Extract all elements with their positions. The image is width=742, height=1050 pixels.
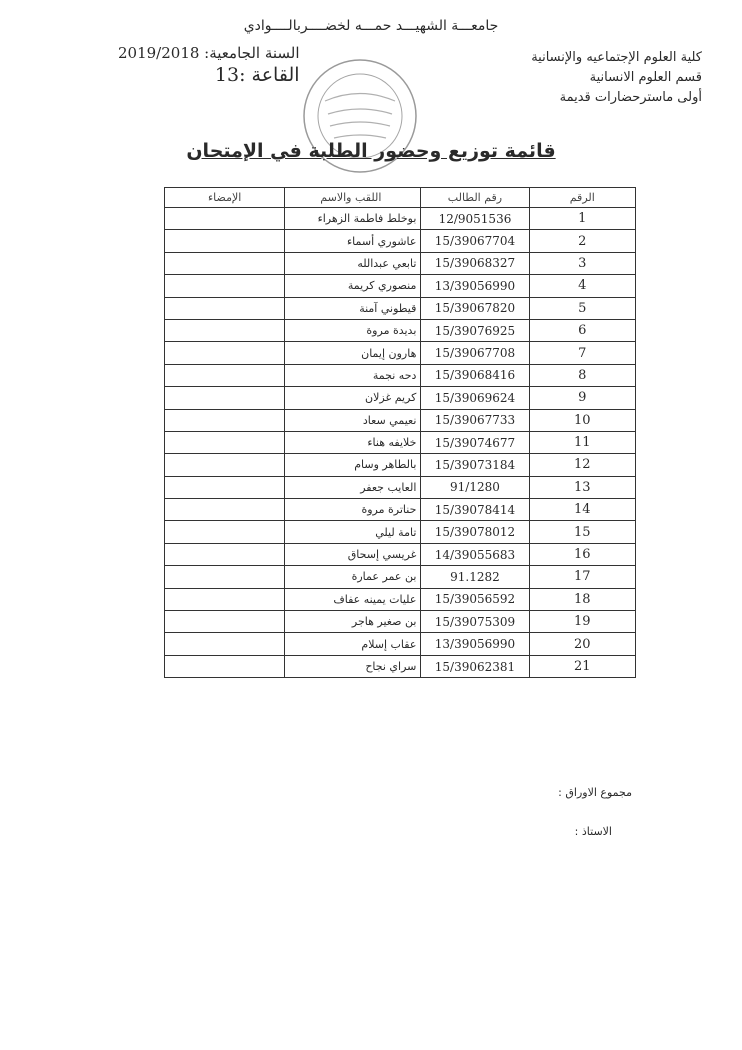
student-id: 15/39075309 bbox=[421, 611, 529, 633]
table-row bbox=[165, 275, 636, 297]
professor-label: الاستاذ : bbox=[574, 825, 612, 838]
student-name: تامة ليلي bbox=[285, 521, 421, 543]
row-number: 8 bbox=[529, 364, 635, 386]
signature-cell bbox=[165, 588, 285, 610]
student-name: هارون إيمان bbox=[285, 342, 421, 364]
row-number: 1 bbox=[529, 208, 635, 230]
signature-cell bbox=[165, 521, 285, 543]
student-id: 15/39067704 bbox=[421, 230, 529, 252]
sheets-count-label: مجموع الاوراق : bbox=[558, 786, 632, 799]
student-id: 13/39056990 bbox=[421, 633, 529, 655]
student-name: كريم غزلان bbox=[285, 387, 421, 409]
level-name: أولى ماسترحضارات قديمة bbox=[559, 90, 702, 105]
table-row bbox=[165, 387, 636, 409]
row-number: 15 bbox=[529, 521, 635, 543]
student-id: 15/39068327 bbox=[421, 252, 529, 274]
student-name: غريسي إسحاق bbox=[285, 543, 421, 565]
student-id: 91/1280 bbox=[421, 476, 529, 498]
table-row bbox=[165, 633, 636, 655]
signature-cell bbox=[165, 230, 285, 252]
signature-cell bbox=[165, 252, 285, 274]
signature-cell bbox=[165, 633, 285, 655]
student-name: بالطاهر وسام bbox=[285, 454, 421, 476]
table-row bbox=[165, 364, 636, 386]
signature-cell bbox=[165, 431, 285, 453]
student-name: دحه نجمة bbox=[285, 364, 421, 386]
student-name: العايب جعفر bbox=[285, 476, 421, 498]
table-row bbox=[165, 655, 636, 677]
student-name: بن صغير هاجر bbox=[285, 611, 421, 633]
table-row bbox=[165, 252, 636, 274]
signature-cell bbox=[165, 476, 285, 498]
signature-cell bbox=[165, 319, 285, 341]
hall-number: القاعة :13 bbox=[214, 64, 300, 86]
header-institution bbox=[531, 48, 702, 108]
signature-cell bbox=[165, 543, 285, 565]
student-name: سراي نجاح bbox=[285, 655, 421, 677]
table-row bbox=[165, 476, 636, 498]
student-id: 15/39067733 bbox=[421, 409, 529, 431]
row-number: 18 bbox=[529, 588, 635, 610]
signature-cell bbox=[165, 208, 285, 230]
student-name: نعيمي سعاد bbox=[285, 409, 421, 431]
student-id: 12/9051536 bbox=[421, 208, 529, 230]
row-number: 4 bbox=[529, 275, 635, 297]
header-signature: الإمضاء bbox=[165, 188, 285, 208]
student-id: 15/39056592 bbox=[421, 588, 529, 610]
document-title: قائمة توزيع وحضور الطلبة في الإمتحان bbox=[186, 140, 556, 162]
row-number: 2 bbox=[529, 230, 635, 252]
department-name: قسم العلوم الانسانية bbox=[589, 70, 702, 85]
table-row bbox=[165, 208, 636, 230]
row-number: 9 bbox=[529, 387, 635, 409]
table-row bbox=[165, 342, 636, 364]
row-number: 12 bbox=[529, 454, 635, 476]
table-row bbox=[165, 409, 636, 431]
row-number: 19 bbox=[529, 611, 635, 633]
signature-cell bbox=[165, 387, 285, 409]
student-id: 15/39069624 bbox=[421, 387, 529, 409]
table-row bbox=[165, 521, 636, 543]
signature-cell bbox=[165, 655, 285, 677]
table-row bbox=[165, 588, 636, 610]
student-id: 15/39067708 bbox=[421, 342, 529, 364]
signature-cell bbox=[165, 611, 285, 633]
row-number: 5 bbox=[529, 297, 635, 319]
signature-cell bbox=[165, 566, 285, 588]
student-name: قيطوني آمنة bbox=[285, 297, 421, 319]
header-student-id: رقم الطالب bbox=[421, 188, 529, 208]
student-id: 15/39078414 bbox=[421, 499, 529, 521]
student-id: 91.1282 bbox=[421, 566, 529, 588]
row-number: 13 bbox=[529, 476, 635, 498]
header-number: الرقم bbox=[529, 188, 635, 208]
faculty-name: كلية العلوم الإجتماعيه والإنسانية bbox=[531, 50, 702, 65]
table-row bbox=[165, 611, 636, 633]
signature-cell bbox=[165, 454, 285, 476]
table-header-row bbox=[165, 188, 636, 208]
student-id: 15/39068416 bbox=[421, 364, 529, 386]
student-id: 15/39076925 bbox=[421, 319, 529, 341]
signature-cell bbox=[165, 364, 285, 386]
row-number: 10 bbox=[529, 409, 635, 431]
signature-cell bbox=[165, 275, 285, 297]
student-id: 14/39055683 bbox=[421, 543, 529, 565]
signature-cell bbox=[165, 409, 285, 431]
header-full-name: اللقب والاسم bbox=[285, 188, 421, 208]
signature-cell bbox=[165, 342, 285, 364]
row-number: 17 bbox=[529, 566, 635, 588]
table-row bbox=[165, 319, 636, 341]
student-id: 15/39073184 bbox=[421, 454, 529, 476]
university-name: جامعـــة الشهيـــد حمـــه لخضــــربالــــوادي bbox=[243, 18, 499, 34]
row-number: 11 bbox=[529, 431, 635, 453]
row-number: 16 bbox=[529, 543, 635, 565]
student-name: عليات يمينه عفاف bbox=[285, 588, 421, 610]
student-name: خلايفه هناء bbox=[285, 431, 421, 453]
table-row bbox=[165, 543, 636, 565]
table-row bbox=[165, 566, 636, 588]
row-number: 14 bbox=[529, 499, 635, 521]
student-name: تابعي عبدالله bbox=[285, 252, 421, 274]
signature-cell bbox=[165, 297, 285, 319]
student-id: 15/39074677 bbox=[421, 431, 529, 453]
signature-cell bbox=[165, 499, 285, 521]
academic-year: السنة الجامعية: 2019/2018 bbox=[118, 44, 300, 62]
table-row bbox=[165, 230, 636, 252]
student-name: بديدة مروة bbox=[285, 319, 421, 341]
row-number: 21 bbox=[529, 655, 635, 677]
row-number: 3 bbox=[529, 252, 635, 274]
header-exam-info bbox=[118, 44, 300, 86]
student-name: عقاب إسلام bbox=[285, 633, 421, 655]
row-number: 20 bbox=[529, 633, 635, 655]
table-row bbox=[165, 499, 636, 521]
row-number: 7 bbox=[529, 342, 635, 364]
student-id: 15/39062381 bbox=[421, 655, 529, 677]
student-name: بن عمر عمارة bbox=[285, 566, 421, 588]
student-name: بوخلط فاطمة الزهراء bbox=[285, 208, 421, 230]
student-id: 15/39067820 bbox=[421, 297, 529, 319]
student-id: 13/39056990 bbox=[421, 275, 529, 297]
row-number: 6 bbox=[529, 319, 635, 341]
table-row bbox=[165, 431, 636, 453]
table-row bbox=[165, 297, 636, 319]
student-name: عاشوري أسماء bbox=[285, 230, 421, 252]
student-id: 15/39078012 bbox=[421, 521, 529, 543]
table-row bbox=[165, 454, 636, 476]
student-name: حناترة مروة bbox=[285, 499, 421, 521]
attendance-table bbox=[164, 187, 636, 678]
student-name: منصوري كريمة bbox=[285, 275, 421, 297]
